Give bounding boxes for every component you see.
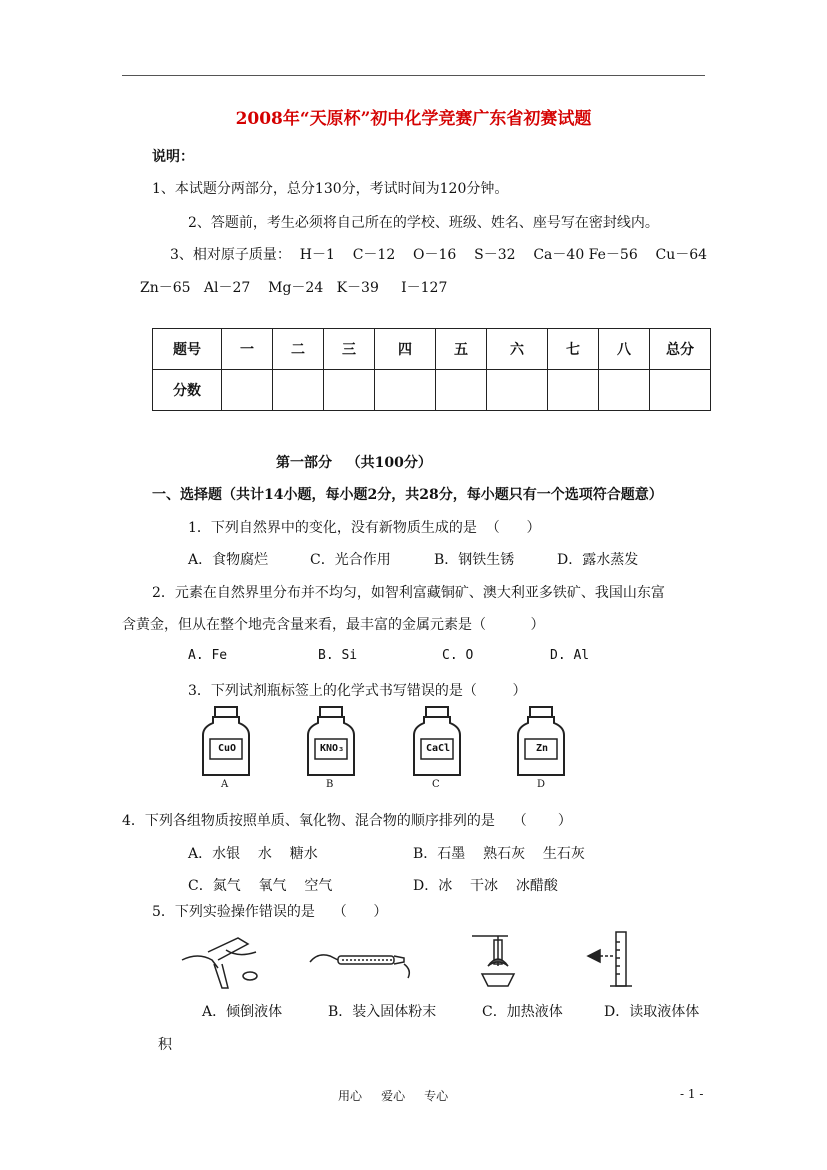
- q2-stem-line2: 含黄金，但从在整个地壳含量来看，最丰富的金属元素是（ ）: [122, 617, 545, 633]
- score-header-cell: 二: [273, 329, 324, 370]
- score-cell[interactable]: [548, 370, 599, 411]
- q5-lab-illustrations: [178, 930, 638, 992]
- score-header-cell: 六: [487, 329, 548, 370]
- score-header-cell: 题号: [153, 329, 222, 370]
- q2-option-c: C. O: [442, 648, 474, 663]
- notes-heading: 说明：: [152, 149, 194, 165]
- score-cell[interactable]: [273, 370, 324, 411]
- q1-option-c: C．光合作用: [310, 552, 391, 568]
- part-heading: 第一部分 （共100分）: [276, 455, 432, 471]
- q1-option-d: D．露水蒸发: [557, 552, 639, 568]
- exam-title: 2008年“天原杯”初中化学竞赛广东省初赛试题: [235, 109, 592, 129]
- score-header-cell: 五: [436, 329, 487, 370]
- score-header-cell: 四: [375, 329, 436, 370]
- q1-option-a: A．食物腐烂: [188, 552, 269, 568]
- score-row-label: 分数: [153, 370, 222, 411]
- q1-option-b: B．钢铁生锈: [434, 552, 515, 568]
- bottle-letter-a: A: [221, 779, 229, 790]
- score-header-cell: 一: [222, 329, 273, 370]
- q5-option-c: C．加热液体: [482, 1004, 563, 1020]
- q3-reagent-bottles: [195, 705, 575, 795]
- pouring-liquid-icon: [182, 938, 257, 988]
- score-header-cell: 三: [324, 329, 375, 370]
- q2-stem-line1: 2．元素在自然界里分布并不均匀，如智利富藏铜矿、澳大利亚多铁矿、我国山东富: [152, 585, 665, 601]
- q5-option-b: B．装入固体粉末: [328, 1004, 437, 1020]
- reagent-bottle-icon: [203, 707, 249, 775]
- powder-trough-icon: [310, 955, 409, 978]
- q5-option-a: A．倾倒液体: [202, 1004, 283, 1020]
- bottle-label-b: KNO₃: [319, 743, 345, 754]
- q2-option-b: B. Si: [318, 648, 358, 663]
- bottle-letter-b: B: [326, 779, 334, 790]
- bottle-letter-d: D: [537, 779, 546, 790]
- reagent-bottle-icon: [518, 707, 564, 775]
- q5-option-d: D．读取液体体: [604, 1004, 700, 1020]
- note-1: 1、本试题分两部分，总分130分，考试时间为120分钟。: [152, 181, 509, 197]
- note-2: 2、答题前，考生必须将自己所在的学校、班级、姓名、座号写在密封线内。: [188, 215, 659, 231]
- q1-stem: 1．下列自然界中的变化，没有新物质生成的是 （ ）: [188, 520, 541, 536]
- q4-option-d: D．冰 干冰 冰醋酸: [413, 878, 558, 894]
- header-rule: [122, 75, 705, 76]
- note-3-line1: 3、相对原子质量： H－1 C－12 O－16 S－32 Ca－40 Fe－56 Cu－64: [170, 247, 708, 263]
- section-heading: 一、选择题（共计14小题，每小题2分，共28分，每小题只有一个选项符合题意）: [152, 487, 663, 503]
- q4-option-c: C．氮气 氧气 空气: [188, 878, 333, 894]
- reagent-bottle-icon: [308, 707, 354, 775]
- heating-liquid-icon: [472, 936, 514, 986]
- bottle-label-c: CaCl: [425, 743, 451, 754]
- score-cell[interactable]: [650, 370, 711, 411]
- bottle-letter-c: C: [432, 779, 440, 790]
- reagent-bottle-icon: [414, 707, 460, 775]
- page-number: - 1 -: [680, 1087, 704, 1101]
- read-volume-icon: [588, 932, 632, 986]
- score-cell[interactable]: [436, 370, 487, 411]
- q5-stem: 5．下列实验操作错误的是 （ ）: [152, 904, 388, 920]
- note-3-line2: Zn－65 Al－27 Mg－24 K－39 I－127: [140, 280, 448, 296]
- q2-option-a: A. Fe: [188, 648, 228, 663]
- score-cell[interactable]: [324, 370, 375, 411]
- score-cell[interactable]: [222, 370, 273, 411]
- score-header-cell: 七: [548, 329, 599, 370]
- score-cell[interactable]: [599, 370, 650, 411]
- q4-option-b: B．石墨 熟石灰 生石灰: [413, 846, 585, 862]
- score-cell[interactable]: [375, 370, 436, 411]
- score-table-score-row: [153, 370, 711, 411]
- score-cell[interactable]: [487, 370, 548, 411]
- bottle-label-d: Zn: [535, 743, 549, 754]
- q2-option-d: D. Al: [550, 648, 590, 663]
- bottle-label-a: CuO: [217, 743, 237, 754]
- score-header-cell: 总分: [650, 329, 711, 370]
- q4-option-a: A．水银 水 糖水: [188, 846, 318, 862]
- score-table: [152, 328, 711, 411]
- score-table-header-row: [153, 329, 711, 370]
- score-header-cell: 八: [599, 329, 650, 370]
- q5-option-d-continued: 积: [158, 1037, 172, 1053]
- q4-stem: 4．下列各组物质按照单质、氧化物、混合物的顺序排列的是 （ ）: [122, 813, 572, 829]
- q3-stem: 3．下列试剂瓶标签上的化学式书写错误的是（ ）: [188, 683, 527, 699]
- footer-motto: 用心 爱心 专心: [338, 1089, 449, 1103]
